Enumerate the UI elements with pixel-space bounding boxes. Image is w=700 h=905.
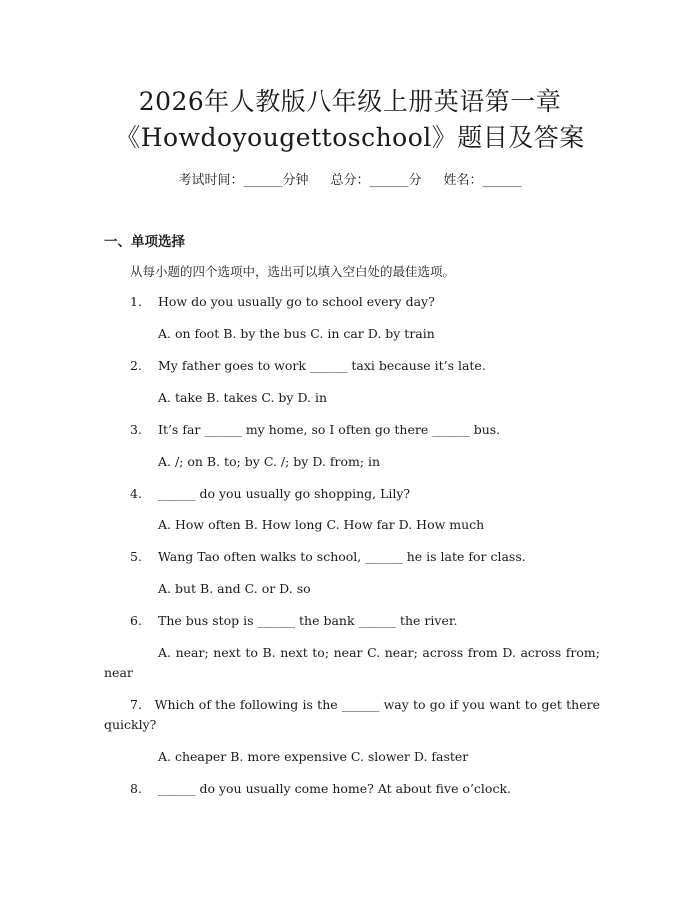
question-3 xyxy=(130,422,500,437)
question-text: Which of the following is the ______ way to go if you want to get there quickly? xyxy=(104,697,600,732)
question-8 xyxy=(130,781,511,796)
question-2-options: A. take B. takes C. by D. in xyxy=(158,390,328,405)
question-2 xyxy=(130,358,486,373)
question-text: My father goes to work ______ taxi because it’s late. xyxy=(158,358,486,373)
question-1-options: A. on foot B. by the bus C. in car D. by train xyxy=(158,326,435,341)
question-number: 1. xyxy=(130,294,142,309)
document-title-line1: 2026年人教版八年级上册英语第一章 xyxy=(138,87,562,116)
total-score-label: 总分：______分 xyxy=(330,173,422,188)
exam-meta-line xyxy=(0,169,700,188)
question-text: The bus stop is ______ the bank ______ the river. xyxy=(158,613,458,628)
question-6-options: A. near; next to B. next to; near C. near; across from D. across from; near xyxy=(104,645,600,680)
question-number: 6. xyxy=(130,613,142,628)
question-5 xyxy=(130,549,526,564)
question-number: 8. xyxy=(130,781,142,796)
question-number: 7. xyxy=(130,697,142,712)
question-text: ______ do you usually go shopping, Lily? xyxy=(158,486,411,501)
question-3-options: A. /; on B. to; by C. /; by D. from; in xyxy=(158,454,381,469)
question-number: 2. xyxy=(130,358,142,373)
section-instruction: 从每小题的四个选项中，选出可以填入空白处的最佳选项。 xyxy=(130,264,456,279)
question-text: How do you usually go to school every day? xyxy=(158,294,435,309)
student-name-label: 姓名：______ xyxy=(443,173,522,188)
question-number: 5. xyxy=(130,549,142,564)
question-number: 3. xyxy=(130,422,142,437)
exam-time-label: 考试时间：______分钟 xyxy=(178,173,309,188)
question-text: ______ do you usually come home? At about five o’clock. xyxy=(158,781,512,796)
question-7 xyxy=(104,695,600,735)
question-text: Wang Tao often walks to school, ______ he is late for class. xyxy=(158,549,526,564)
question-4 xyxy=(130,486,410,501)
question-6 xyxy=(130,613,457,628)
question-5-options: A. but B. and C. or D. so xyxy=(158,581,311,596)
question-4-options: A. How often B. How long C. How far D. How much xyxy=(158,517,485,532)
section-heading: 一、单项选择 xyxy=(104,234,185,250)
document-title-line2: 《Howdoyougettoschool》题目及答案 xyxy=(115,123,585,152)
question-text: It’s far ______ my home, so I often go there ______ bus. xyxy=(158,422,501,437)
question-7-options: A. cheaper B. more expensive C. slower D. faster xyxy=(158,749,469,764)
question-number: 4. xyxy=(130,486,142,501)
question-1 xyxy=(130,294,435,309)
